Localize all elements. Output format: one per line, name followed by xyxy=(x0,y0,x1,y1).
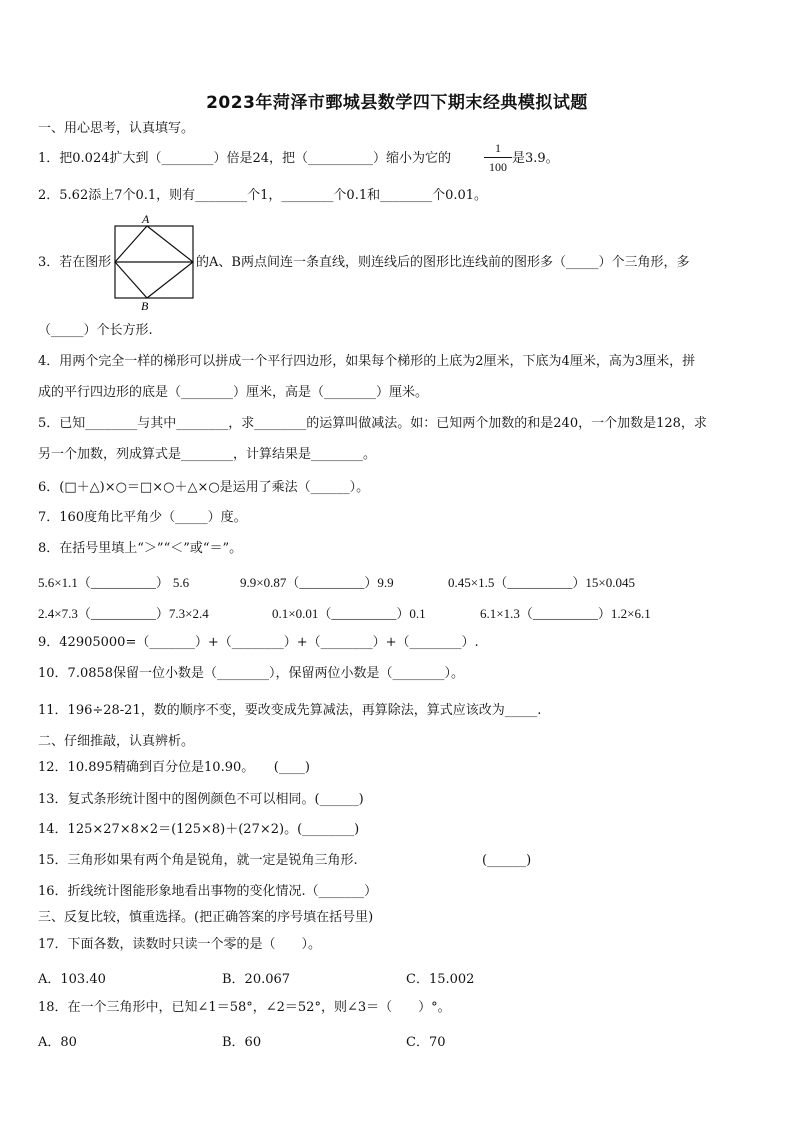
q17-option-b: B．20.067 xyxy=(222,972,291,987)
compare-left: 9.9×0.87 xyxy=(240,575,287,590)
q18-option-b: B．60 xyxy=(222,1035,262,1050)
compare-left: 6.1×1.3 xyxy=(480,606,520,621)
q17-option-c: C．15.002 xyxy=(406,972,475,987)
section-2-heading: 二、仔细推敲，认真辨析。 xyxy=(38,734,195,749)
q17-option-a: A．103.40 xyxy=(38,972,106,987)
page-title: 2023年菏泽市鄄城县数学四下期末经典模拟试题 xyxy=(206,93,588,113)
compare-item-1 xyxy=(38,572,189,591)
compare-item-6 xyxy=(480,603,651,622)
compare-item-5 xyxy=(272,603,426,622)
point-a-label: A xyxy=(142,212,150,226)
compare-left: 2.4×7.3 xyxy=(38,606,78,621)
question-3-post: 的A、B两点间连一条直线，则连线后的图形比连线前的图形多（_____）个三角形，多 xyxy=(196,255,690,270)
fraction-denominator: 100 xyxy=(489,160,507,174)
question-1-tail: 是3.9。 xyxy=(512,151,559,166)
fraction-1-100 xyxy=(484,140,512,175)
compare-right: 9.9 xyxy=(377,575,394,590)
question-10: 10．7.0858保留一位小数是（________），保留两位小数是（________）。 xyxy=(38,666,465,681)
question-4-line1: 4．用两个完全一样的梯形可以拼成一个平行四边形，如果每个梯形的上底为2厘米，下底为4厘米，高为3厘米，拼 xyxy=(38,354,696,369)
question-15: 15．三角形如果有两个角是锐角，就一定是锐角三角形. xyxy=(38,853,358,868)
q18-option-c: C．70 xyxy=(406,1035,446,1050)
question-5-line1: 5．已知________与其中________，求________的运算叫做减法。如：已知两个加数的和是240，一个加数是128，求 xyxy=(38,416,707,431)
compare-blank: （__________） xyxy=(77,575,169,590)
compare-blank: （__________） xyxy=(519,606,611,621)
compare-item-3 xyxy=(448,572,635,591)
question-3-line2: （_____）个长方形. xyxy=(38,323,153,338)
compare-right: 1.2×6.1 xyxy=(610,606,651,621)
question-5-line2: 另一个加数，列成算式是________，计算结果是________。 xyxy=(38,447,377,462)
compare-blank: （__________） xyxy=(318,606,410,621)
compare-right: 5.6 xyxy=(172,575,190,590)
square-rhombus-figure xyxy=(112,212,196,316)
compare-left: 0.45×1.5 xyxy=(448,575,495,590)
question-3-pre: 3．若在图形 xyxy=(38,255,112,270)
question-14: 14．125×27×8×2＝(125×8)＋(27×2)。(________) xyxy=(38,822,360,837)
question-4-line2: 成的平行四边形的底是（________）厘米，高是（________）厘米。 xyxy=(38,385,429,400)
q18-option-a: A．80 xyxy=(38,1035,77,1050)
question-1 xyxy=(38,151,451,167)
compare-right: 15×0.045 xyxy=(585,575,635,590)
question-1-text: 1．把0.024扩大到（________）倍是24，把（__________）缩小为它的 xyxy=(38,151,452,166)
compare-blank: （__________） xyxy=(286,575,378,590)
compare-blank: （__________） xyxy=(77,606,169,621)
question-7: 7．160度角比平角少（_____）度。 xyxy=(38,510,247,525)
question-13: 13．复式条形统计图中的图例颜色不可以相同。(______) xyxy=(38,792,364,807)
question-18: 18．在一个三角形中，已知∠1＝58°，∠2＝52°，则∠3＝（ ）°。 xyxy=(38,1000,451,1015)
question-9: 9．42905000=（_______）+（________）+（________）+（________）. xyxy=(38,635,479,650)
point-b-label: B xyxy=(141,299,149,312)
section-3-heading: 三、反复比较，慎重选择。(把正确答案的序号填在括号里) xyxy=(38,910,374,925)
fraction-bar xyxy=(484,157,512,158)
compare-blank: （__________） xyxy=(494,575,586,590)
compare-right: 0.1 xyxy=(409,606,426,621)
compare-item-4 xyxy=(38,603,209,622)
question-8: 8．在括号里填上“＞”“＜”或“＝”。 xyxy=(38,541,243,556)
compare-right: 7.3×2.4 xyxy=(168,606,209,621)
question-17: 17．下面各数，读数时只读一个零的是（ ）。 xyxy=(38,937,322,952)
compare-item-2 xyxy=(240,572,394,591)
fraction-numerator: 1 xyxy=(495,141,501,155)
compare-left: 0.1×0.01 xyxy=(272,606,319,621)
question-11: 11．196÷28-21，数的顺序不变，要改变成先算减法，再算除法，算式应该改为_____. xyxy=(38,703,542,718)
section-1-heading: 一、用心思考，认真填写。 xyxy=(38,121,195,136)
question-6: 6．(□＋△)×○＝□×○＋△×○是运用了乘法（______）。 xyxy=(38,480,370,495)
question-16: 16．折线统计图能形象地看出事物的变化情况.（_______） xyxy=(38,884,378,899)
question-15-blank: (______) xyxy=(482,853,532,868)
question-2: 2．5.62添上7个0.1，则有________个1，________个0.1和________个0.01。 xyxy=(38,188,488,203)
compare-left: 5.6×1.1 xyxy=(38,575,78,590)
question-12: 12．10.895精确到百分位是10.90。 (____) xyxy=(38,760,310,775)
